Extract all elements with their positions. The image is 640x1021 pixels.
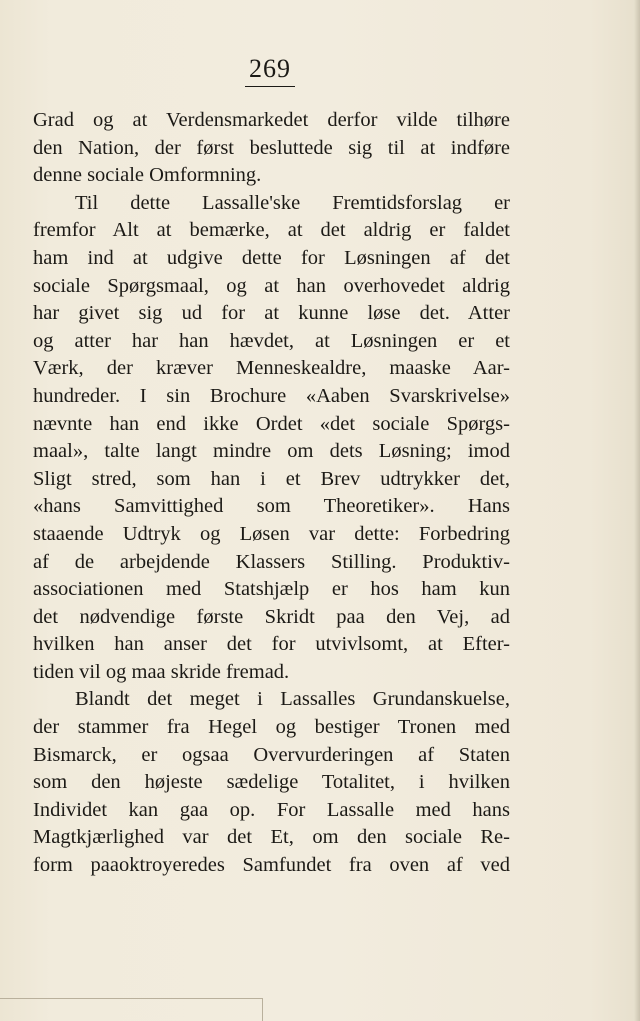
text-line: hvilken han anser det for utvivlsomt, at Efter- [33,633,510,656]
page-edge-shadow [634,0,640,1021]
text-line: associationen med Statshjælp er hos ham kun [33,578,510,601]
text-line: fremfor Alt at bemærke, at det aldrig er faldet [33,219,510,242]
text-line: «hans Samvittighed som Theoretiker». Hans [33,495,510,518]
text-line: denne sociale Omformning. [33,164,262,187]
text-line: Blandt det meget i Lassalles Grundanskuelse, [75,688,510,711]
text-line: sociale Spørgsmaal, og at han overhovedet aldrig [33,274,510,297]
scan-edge-line [0,998,262,999]
text-line: Bismarck, er ogsaa Overvurderingen af Staten [33,743,510,766]
text-line: som den højeste sædelige Totalitet, i hvilken [33,771,510,794]
text-line: Værk, der kræver Menneskealdre, maaske Aar- [33,357,510,380]
text-line: ham ind at udgive dette for Løsningen af det [33,246,510,269]
text-line: form paaoktroyeredes Samfundet fra oven af ved [33,854,510,877]
text-line: det nødvendige første Skridt paa den Vej, ad [33,605,510,628]
text-line: den Nation, der først besluttede sig til at indføre [33,136,510,159]
text-line: har givet sig ud for at kunne løse det. Atter [33,302,510,325]
text-line: Sligt stred, som han i et Brev udtrykker det, [33,467,510,490]
text-line: Magtkjærlighed var det Et, om den sociale Re- [33,826,510,849]
text-line: Til dette Lassalle'ske Fremtidsforslag er [75,191,510,214]
page-number-text: 269 [245,54,295,87]
text-line: tiden vil og maa skride fremad. [33,660,290,683]
text-line: hundreder. I sin Brochure «Aaben Svarskrivelse» [33,384,510,407]
text-line: maal», talte langt mindre om dets Løsning; imod [33,440,510,463]
text-line: Grad og at Verdensmarkedet derfor vilde tilhøre [33,109,510,131]
page-number [0,54,540,87]
text-line: nævnte han end ikke Ordet «det sociale Spørgs- [33,412,510,435]
scan-edge-tick [262,998,263,1021]
body-text [33,107,510,880]
text-line: Individet kan gaa op. For Lassalle med hans [33,798,510,821]
text-line: og atter har han hævdet, at Løsningen er et [33,329,510,352]
text-line: staaende Udtryk og Løsen var dette: Forbedring [33,522,510,545]
text-line: der stammer fra Hegel og bestiger Tronen med [33,716,510,739]
text-line: af de arbejdende Klassers Stilling. Produktiv- [33,550,510,573]
